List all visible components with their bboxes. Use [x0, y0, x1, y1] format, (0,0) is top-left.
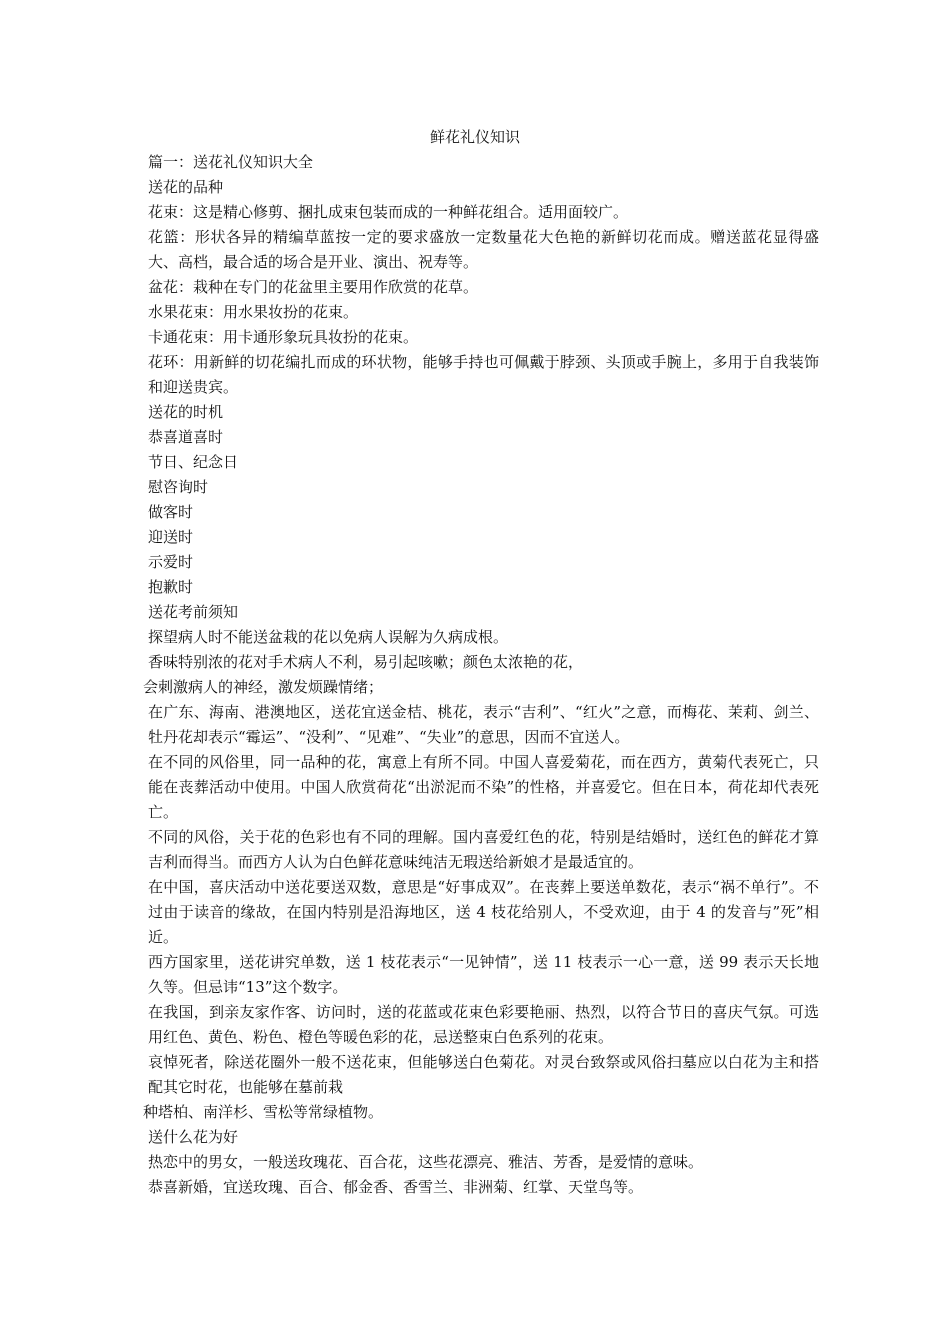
paragraph: 热恋中的男女，一般送玫瑰花、百合花，这些花漂亮、雅洁、芳香，是爱情的意味。	[148, 1153, 704, 1171]
paragraph: 送花的品种	[148, 178, 224, 196]
paragraph: 西方国家里，送花讲究单数，送 1 枝花表示“一见钟情”，送 11 枝表示一心一意，送 99 表示天长地久等。但忌讳“13”这个数字。	[148, 953, 819, 996]
paragraph: 送花的时机	[148, 403, 224, 421]
paragraph: 卡通花束：用卡通形象玩具妆扮的花束。	[148, 328, 419, 346]
paragraph: 在我国，到亲友家作客、访问时，送的花蓝或花束色彩要艳丽、热烈，以符合节日的喜庆气氛。可选用红色、黄色、粉色、橙色等暖色彩的花，忌送整束白色系列的花束。	[148, 1003, 819, 1046]
paragraph: 水果花束：用水果妆扮的花束。	[148, 303, 359, 321]
paragraph: 花环：用新鲜的切花编扎而成的环状物，能够手持也可佩戴于脖颈、头顶或手腕上，多用于自我装饰和迎送贵宾。	[148, 353, 819, 396]
paragraph: 哀悼死者，除送花圈外一般不送花束，但能够送白色菊花。对灵台致祭或风俗扫墓应以白花为主和搭配其它时花，也能够在墓前栽	[148, 1053, 819, 1096]
paragraph: 种塔柏、南洋杉、雪松等常绿植物。	[143, 1103, 384, 1121]
paragraph: 会刺激病人的神经，激发烦躁情绪；	[143, 678, 384, 696]
paragraph: 节日、纪念日	[148, 453, 239, 471]
paragraph: 示爱时	[148, 553, 194, 571]
paragraph: 恭喜新婚，宜送玫瑰、百合、郁金香、香雪兰、非洲菊、红掌、天堂鸟等。	[148, 1178, 644, 1196]
paragraph: 花束：这是精心修剪、捆扎成束包装而成的一种鲜花组合。适用面较广。	[148, 203, 629, 221]
paragraph: 香味特别浓的花对手术病人不利，易引起咳嗽；颜色太浓艳的花，	[148, 653, 584, 671]
paragraph: 慰咨询时	[148, 478, 209, 496]
paragraph: 篇一：送花礼仪知识大全	[148, 153, 314, 171]
paragraph: 不同的风俗，关于花的色彩也有不同的理解。国内喜爱红色的花，特别是结婚时，送红色的鲜花才算吉利而得当。而西方人认为白色鲜花意味纯洁无瑕送给新娘才是最适宜的。	[148, 828, 819, 871]
paragraph: 探望病人时不能送盆栽的花以免病人误解为久病成根。	[148, 628, 509, 646]
paragraph: 在广东、海南、港澳地区，送花宜送金桔、桃花，表示“吉利”、“红火”之意，而梅花、茉莉、剑兰、牡丹花却表示“霉运”、“没利”、“见难”、“失业”的意思，因而不宜送人。	[148, 703, 819, 746]
paragraph: 做客时	[148, 503, 194, 521]
paragraph: 在不同的风俗里，同一品种的花，寓意上有所不同。中国人喜爱菊花，而在西方，黄菊代表死亡，只能在丧葬活动中使用。中国人欣赏荷花“出淤泥而不染”的性格，并喜爱它。但在日本，荷花却代表死亡。	[148, 753, 819, 821]
paragraph: 花篮：形状各异的精编草蓝按一定的要求盛放一定数量花大色艳的新鲜切花而成。赠送蓝花显得盛大、高档，最合适的场合是开业、演出、祝寿等。	[148, 228, 819, 271]
document-title: 鲜花礼仪知识	[429, 128, 520, 146]
paragraph: 盆花：栽种在专门的花盆里主要用作欣赏的花草。	[148, 278, 479, 296]
document-body	[143, 150, 819, 1200]
paragraph: 迎送时	[148, 528, 194, 546]
paragraph: 送花考前须知	[148, 603, 239, 621]
paragraph: 送什么花为好	[148, 1128, 239, 1146]
paragraph: 抱歉时	[148, 578, 194, 596]
paragraph: 在中国，喜庆活动中送花要送双数，意思是“好事成双”。在丧葬上要送单数花，表示“祸不单行”。不过由于读音的缘故，在国内特别是沿海地区，送 4 枝花给别人，不受欢迎，由于 4 的发音与”死”相近。	[148, 878, 819, 946]
paragraph: 恭喜道喜时	[148, 428, 224, 446]
